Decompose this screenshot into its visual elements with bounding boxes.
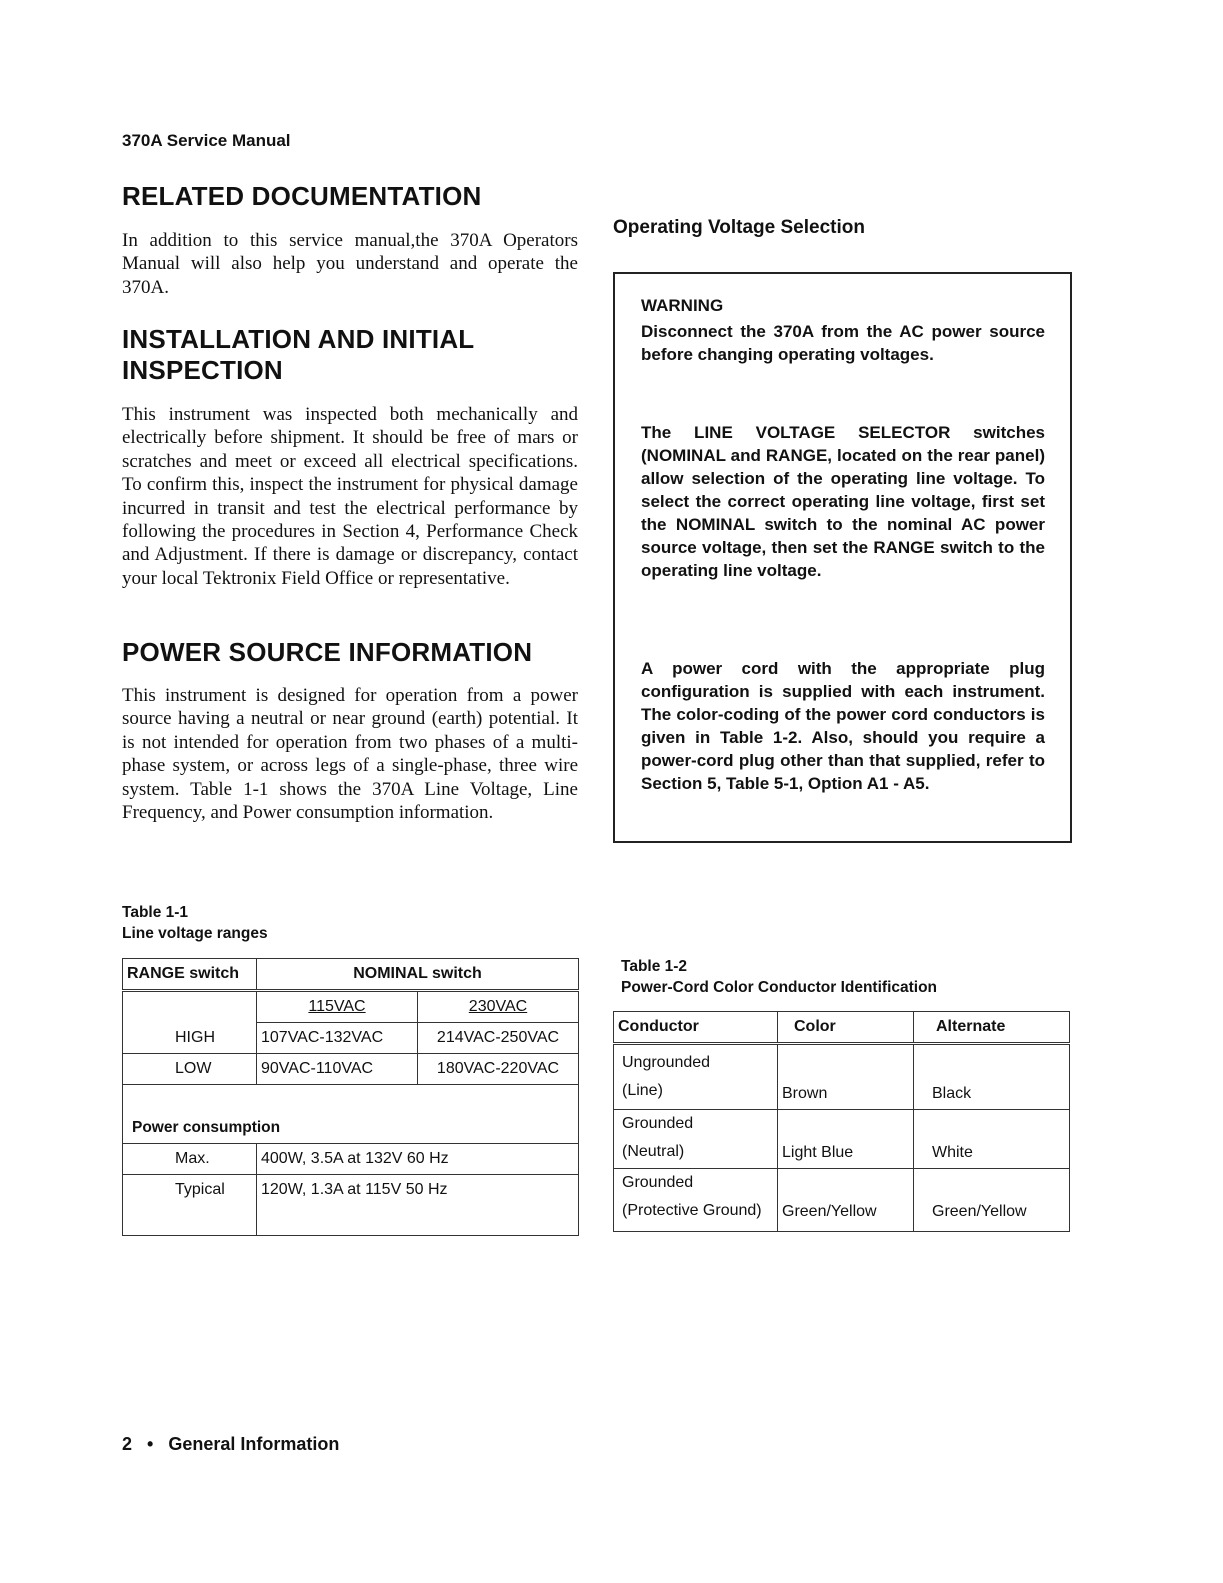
cell-alternate: Green/Yellow [932,1203,1027,1220]
table1-title: Line voltage ranges [122,925,268,942]
para-install: This instrument was inspected both mechanically and electrically before shipment. It should be free of mars or scratches and meet or exceed all electrical specifications. To confirm this, inspect the instrument for physical damage incurred in transit and test the electrical performance by following the procedures in Section 4, Performance Check and Adjustment. If there is damage or discrepancy, contact your local Tektronix Field Office or representative. [122,404,578,589]
cell-range: LOW [123,1054,257,1085]
cell-power-label: Max. [123,1144,257,1175]
table2-title: Power-Cord Color Conductor Identification [621,979,938,996]
cell-conductor: Grounded (Neutral) [614,1110,778,1169]
table2-number: Table 1-2 [621,958,688,975]
table1-number: Table 1-1 [122,904,189,921]
cell-color: Light Blue [778,1110,914,1169]
table1-caption [122,902,268,944]
warning-text: Disconnect the 370A from the AC power source before changing operating voltages. [641,322,1045,364]
table-row [123,1144,579,1175]
cell-color: Brown [778,1044,914,1110]
cell-power-value: 120W, 1.3A at 115V 50 Hz [261,1181,448,1198]
heading-power: POWER SOURCE INFORMATION [122,637,533,667]
warning-box [613,272,1072,843]
heading-voltage: Operating Voltage Selection [613,217,865,238]
heading-related: RELATED DOCUMENTATION [122,181,482,211]
table-row [614,1044,1070,1110]
th-range: RANGE switch [123,959,257,991]
para-related: In addition to this service manual,the 370A Operators Manual will also help you understand and operate the 370A. [122,230,578,298]
th-nominal: NOMINAL switch [353,965,482,982]
table-row [614,1169,1070,1232]
para-selector: The LINE VOLTAGE SELECTOR switches (NOMINAL and RANGE, located on the rear panel) allow selection of the operating line voltage. To select the correct operating line voltage, first set the NOMINAL switch to the nominal AC power source voltage, then set the RANGE switch to the operating line voltage. [641,423,1045,580]
th-230: 230VAC [418,991,579,1023]
cell-v1: 90VAC-110VAC [257,1054,418,1085]
table2-caption [621,956,937,998]
cell-conductor: Ungrounded (Line) [614,1044,778,1110]
cell-conductor: Grounded (Protective Ground) [614,1169,778,1232]
th-color: Color [778,1012,914,1044]
cell-power-label: Typical [123,1175,257,1206]
para-powercord: A power cord with the appropriate plug configuration is supplied with each instrument. The color-coding of the power cord conductors is given in Table 1-2. Also, should you require a power-cord plug other than that supplied, refer to Section 5, Table 5-1, Option A1 - A5. [641,659,1045,793]
table-row [614,1110,1070,1169]
table-row [123,1175,579,1206]
footer-section: General Information [168,1434,340,1454]
cell-color: Green/Yellow [778,1169,914,1232]
cell-v2: 214VAC-250VAC [436,1029,560,1046]
running-header: 370A Service Manual [122,131,291,150]
table-line-voltage [122,958,579,1236]
para-power: This instrument is designed for operation from a power source having a neutral or near ground (earth) potential. It is not intended for operation from two phases of a multi-phase system, or across legs of a single-phase, three wire system. Table 1-1 shows the 370A Line Voltage, Line Frequency, and Power consumption information. [122,685,578,824]
table-row [123,1054,579,1085]
footer-bullet: • [147,1434,154,1454]
cell-power-value: 400W, 3.5A at 132V 60 Hz [257,1144,579,1175]
warning-label: WARNING [641,296,724,315]
cell-v2: 180VAC-220VAC [436,1060,560,1077]
table-power-cord [613,1011,1070,1232]
table-row [123,1023,579,1054]
th-115: 115VAC [257,991,418,1023]
page-number: 2 [122,1434,133,1454]
cell-alternate: Black [932,1085,972,1102]
heading-install: INSTALLATION AND INITIAL INSPECTION [122,324,474,385]
power-consumption-label: Power consumption [123,1113,579,1144]
page-footer [122,1434,339,1455]
th-alternate: Alternate [936,1018,1006,1035]
cell-range: HIGH [123,1023,257,1054]
cell-v1: 107VAC-132VAC [257,1023,418,1054]
cell-alternate: White [932,1144,973,1161]
th-conductor: Conductor [614,1012,778,1044]
